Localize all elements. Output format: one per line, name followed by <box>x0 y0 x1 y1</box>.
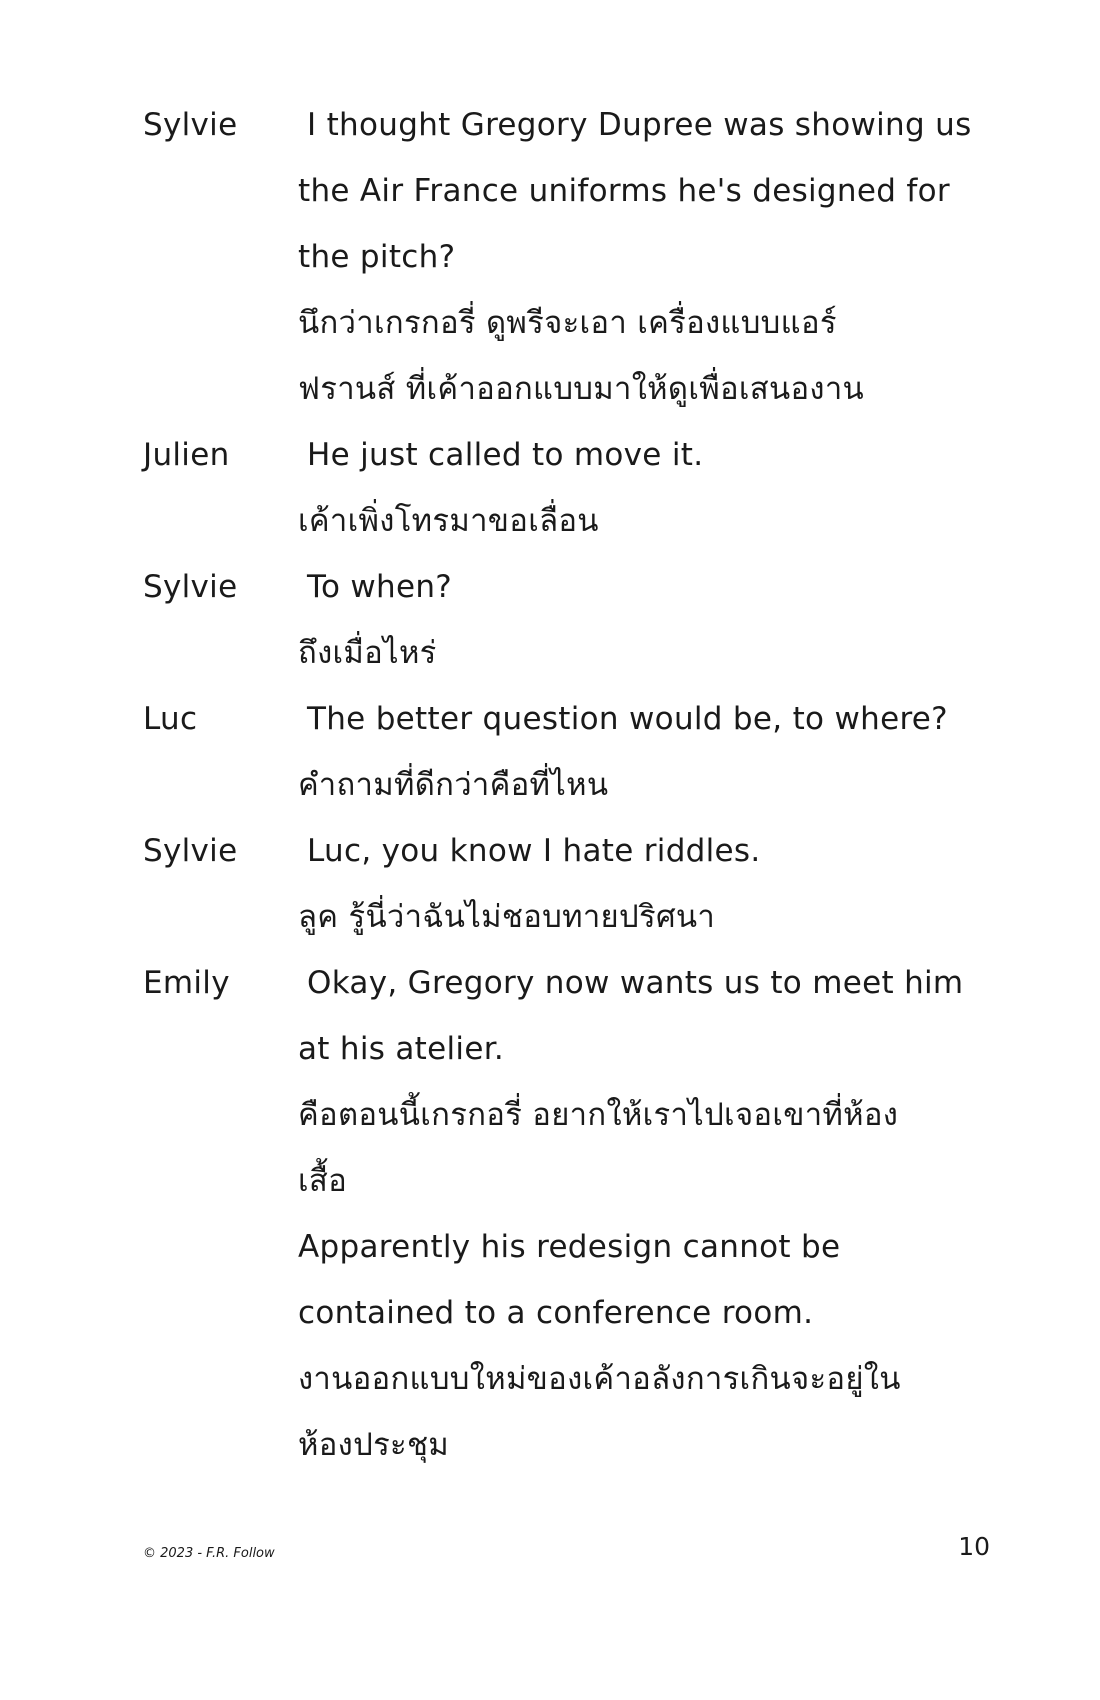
dialogue-line: He just called to move it. <box>307 437 704 473</box>
dialogue-line-thai: ห้องประชุม <box>298 1427 450 1463</box>
dialogue-line-thai: ถึงเมื่อไหร่ <box>298 635 437 671</box>
dialogue-entry <box>143 422 1013 554</box>
dialogue-line-thai: คำถามที่ดีกว่าคือที่ไหน <box>298 767 609 803</box>
dialogue-block <box>143 92 1013 1478</box>
dialogue-line-thai: คือตอนนี้เกรกอรี่ อยากให้เราไปเจอเขาที่ห้อง <box>298 1097 899 1133</box>
dialogue-line-thai: ลูค รู้นี่ว่าฉันไม่ชอบทายปริศนา <box>298 899 716 935</box>
dialogue-line-thai: งานออกแบบใหม่ของเค้าอลังการเกินจะอยู่ใน <box>298 1361 901 1397</box>
dialogue-line-thai: นึกว่าเกรกอรี่ ดูพรีจะเอา เครื่องแบบแอร์ <box>298 305 837 341</box>
speaker-name: Sylvie <box>143 569 238 605</box>
dialogue-line-thai: เค้าเพิ่งโทรมาขอเลื่อน <box>298 503 599 539</box>
dialogue-line: Okay, Gregory now wants us to meet him <box>307 965 964 1001</box>
speaker-name: Luc <box>143 701 198 737</box>
dialogue-line: at his atelier. <box>298 1031 505 1067</box>
dialogue-lines <box>298 422 1013 554</box>
dialogue-entry <box>143 818 1013 950</box>
dialogue-line: To when? <box>307 569 453 605</box>
dialogue-line: contained to a conference room. <box>298 1295 814 1331</box>
dialogue-lines <box>298 686 1013 818</box>
speaker-name: Julien <box>143 437 230 473</box>
dialogue-line: Apparently his redesign cannot be <box>298 1229 841 1265</box>
dialogue-line: the Air France uniforms he's designed for <box>298 173 950 209</box>
copyright-notice: © 2023 - F.R. Follow <box>143 1546 275 1561</box>
speaker-name: Sylvie <box>143 107 238 143</box>
dialogue-line-thai: เสื้อ <box>298 1163 348 1199</box>
dialogue-line: I thought Gregory Dupree was showing us <box>307 107 972 143</box>
dialogue-entry <box>143 554 1013 686</box>
dialogue-lines <box>298 950 1013 1478</box>
dialogue-line: Luc, you know I hate riddles. <box>307 833 761 869</box>
dialogue-entry <box>143 950 1013 1478</box>
dialogue-line: The better question would be, to where? <box>307 701 948 737</box>
dialogue-lines <box>298 92 1013 422</box>
dialogue-lines <box>298 818 1013 950</box>
dialogue-entry <box>143 92 1013 422</box>
dialogue-lines <box>298 554 1013 686</box>
page-number: 10 <box>958 1532 990 1561</box>
dialogue-line-thai: ฟรานส์ ที่เค้าออกแบบมาให้ดูเพื่อเสนองาน <box>298 371 865 407</box>
speaker-name: Sylvie <box>143 833 238 869</box>
dialogue-line: the pitch? <box>298 239 456 275</box>
speaker-name: Emily <box>143 965 230 1001</box>
dialogue-entry <box>143 686 1013 818</box>
